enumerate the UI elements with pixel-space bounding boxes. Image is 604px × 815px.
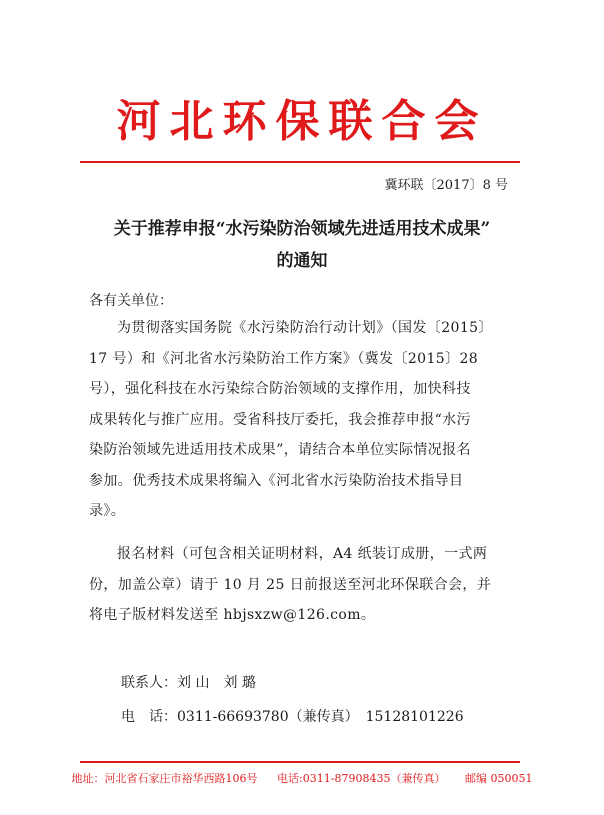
- notice-title-line-2: 的通知: [276, 251, 328, 271]
- footer-divider: [80, 761, 520, 763]
- paragraph-line: 份，加盖公章）请于 10 月 25 日前报送至河北环保联合会，并: [89, 576, 492, 593]
- salutation: 各有关单位：: [89, 293, 173, 309]
- contact-person: 联系人：刘 山 刘 璐: [121, 675, 256, 691]
- footer: [0, 770, 604, 786]
- paragraph-line: 号），强化科技在水污染综合防治领域的支撑作用，加快科技: [89, 381, 471, 397]
- letterhead-divider: [80, 161, 520, 163]
- body-paragraph-1: [89, 313, 521, 527]
- paragraph-line: 参加。优秀技术成果将编入《河北省水污染防治技术指导目: [89, 472, 464, 489]
- footer-postcode: 邮编 050051: [464, 772, 533, 785]
- contact-phone: 电 话：0311-66693780（兼传真） 15128101226: [121, 709, 464, 725]
- org-letterhead-title: 河北环保联合会: [116, 96, 488, 147]
- paragraph-line: 为贯彻落实国务院《水污染防治行动计划》（国发〔2015〕: [117, 320, 493, 336]
- notice-title-line-1: 关于推荐申报“水污染防治领域先进适用技术成果”: [113, 219, 491, 239]
- body-paragraph-2: [89, 539, 521, 631]
- document-number: 冀环联〔2017〕8 号: [384, 178, 508, 193]
- footer-address: 地址：河北省石家庄市裕华西路106号: [71, 772, 258, 785]
- footer-tel: 电话:0311-87908435（兼传真）: [277, 772, 446, 785]
- paragraph-line: 报名材料（可包含相关证明材料，A4 纸装订成册，一式两: [117, 546, 488, 562]
- paragraph-line: 将电子版材料发送至 hbjsxzw@126.com。: [89, 607, 376, 623]
- paragraph-line: 成果转化与推广应用。受省科技厅委托，我会推荐申报“水污: [89, 411, 471, 428]
- paragraph-line: 染防治领域先进适用技术成果”，请结合本单位实际情况报名: [89, 442, 471, 458]
- paragraph-line: 17 号）和《河北省水污染防治工作方案》（冀发〔2015〕28: [89, 350, 479, 367]
- paragraph-line: 录》。: [89, 503, 126, 519]
